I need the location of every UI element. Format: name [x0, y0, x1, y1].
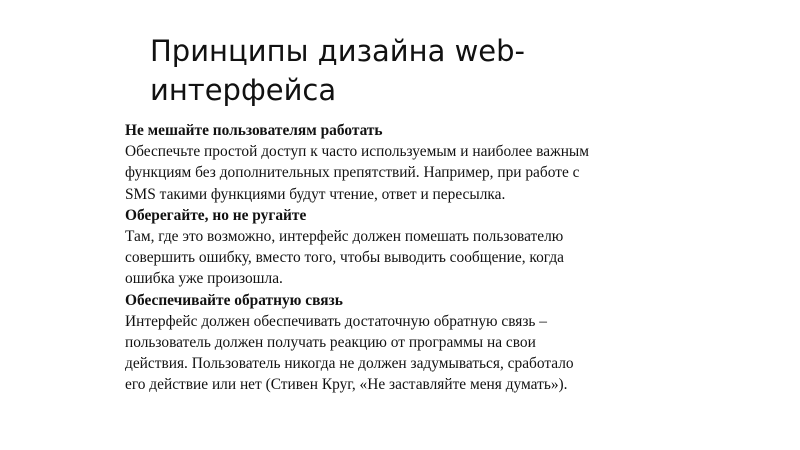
text-line: совершить ошибку, вместо того, чтобы выводить сообщение, когда — [125, 249, 565, 267]
text-line: функциям без дополнительных препятствий. Например, при работе с — [125, 164, 580, 182]
section-heading: Обеспечивайте обратную связь — [125, 291, 343, 309]
text-line: его действие или нет (Стивен Круг, «Не заставляйте меня думать»). — [125, 376, 568, 394]
section-feedback — [125, 290, 685, 396]
slide-body — [125, 120, 685, 396]
section-text — [125, 226, 685, 290]
title-line: Принципы дизайна web- — [150, 34, 526, 68]
section-protect — [125, 205, 685, 290]
text-line: Интерфейс должен обеспечивать достаточную обратную связь – — [125, 312, 547, 330]
section-text — [125, 141, 685, 205]
slide-title — [150, 32, 670, 110]
section-heading: Не мешайте пользователям работать — [125, 122, 383, 139]
text-line: SMS такими функциями будут чтение, ответ и пересылка. — [125, 185, 506, 203]
text-line: Там, где это возможно, интерфейс должен помешать пользователю — [125, 228, 564, 246]
section-no-interference — [125, 120, 685, 205]
text-line: пользователь должен получать реакцию от программы на свои — [125, 334, 536, 352]
text-line: ошибка уже произошла. — [125, 270, 283, 288]
text-line: действия. Пользователь никогда не должен задумываться, сработало — [125, 355, 574, 373]
text-line: Обеспечьте простой доступ к часто используемым и наиболее важным — [125, 143, 590, 161]
title-line: интерфейса — [150, 73, 337, 107]
section-text — [125, 311, 685, 396]
section-heading: Оберегайте, но не ругайте — [125, 206, 307, 224]
